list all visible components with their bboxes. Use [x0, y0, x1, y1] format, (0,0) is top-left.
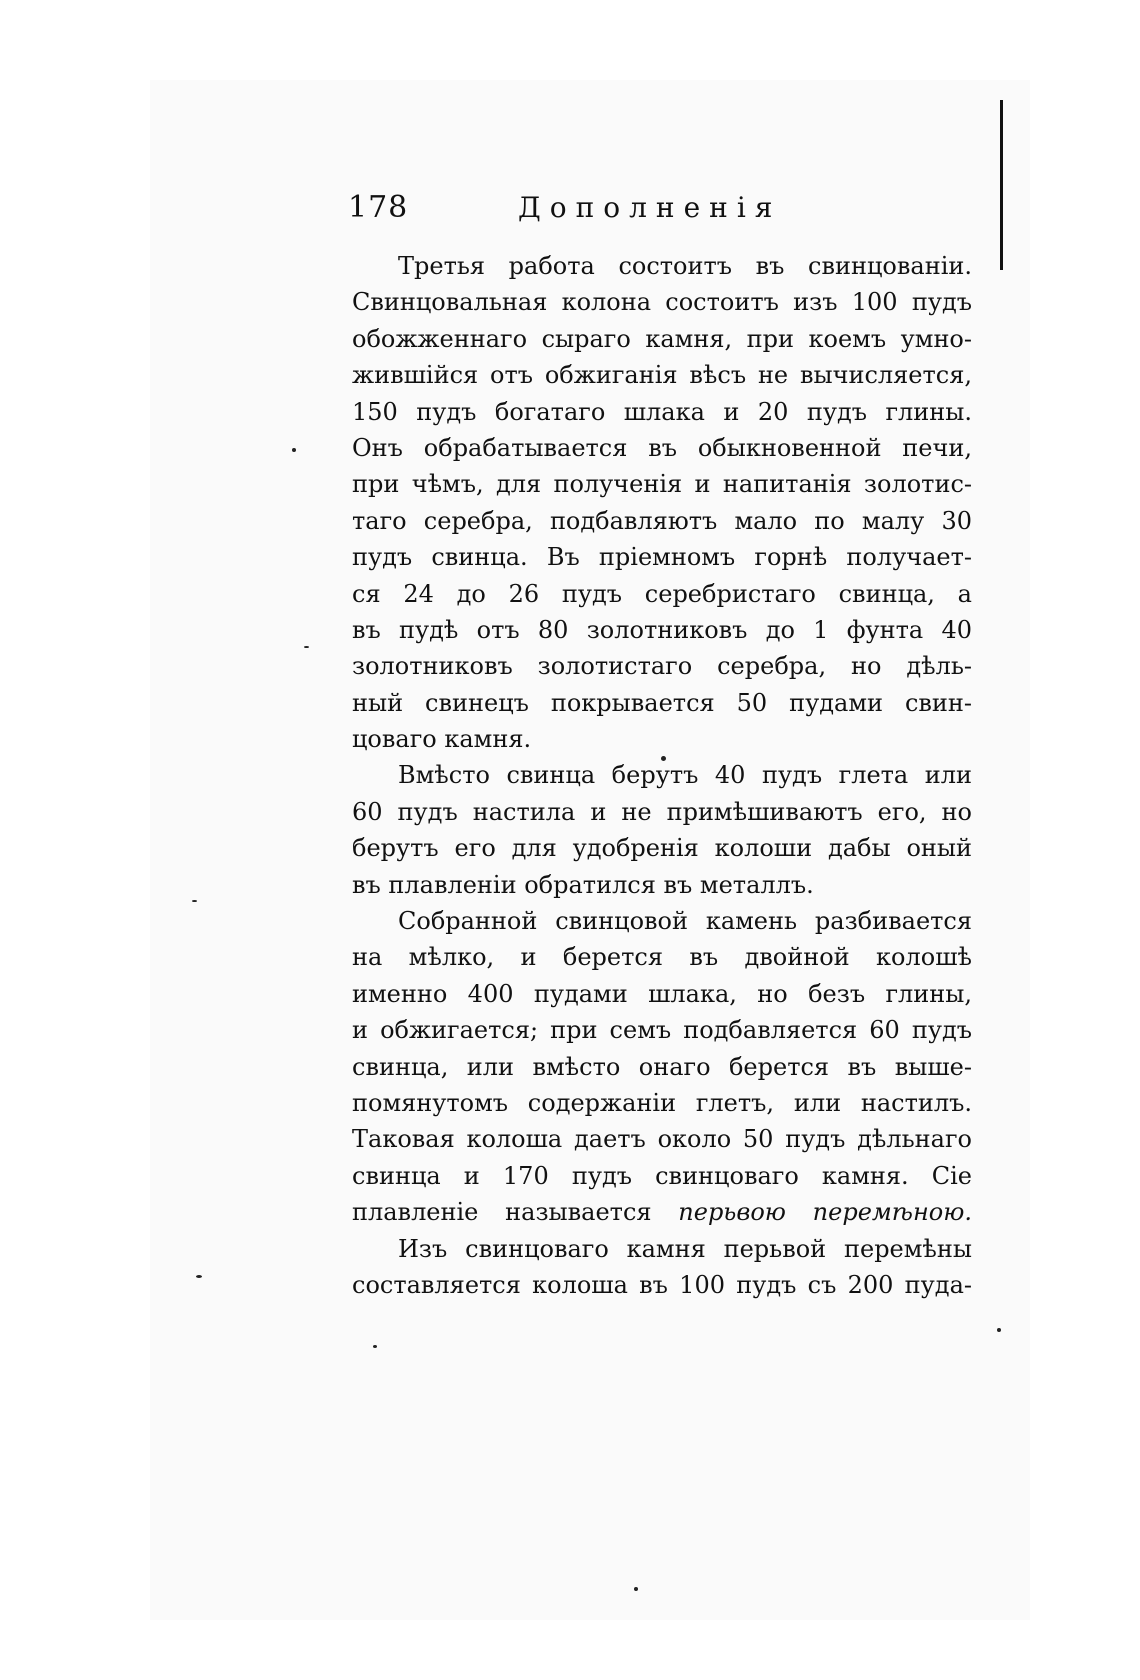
- text-line: Онъ обрабатывается въ обыкновенной печи,: [352, 433, 972, 462]
- text-line: Вмѣсто свинца берутъ 40 пудъ глета или: [398, 761, 972, 790]
- text-line: составляется колоша въ 100 пудъ съ 200 пуда-: [352, 1270, 972, 1299]
- page-number: 178: [348, 190, 409, 225]
- text-line: обожженнаго сыраго камня, при коемъ умно-: [352, 324, 972, 353]
- scan-speck: [997, 1328, 1001, 1332]
- text-line: 60 пудъ настила и не примѣшиваютъ его, но: [352, 797, 972, 826]
- text-line: въ плавленіи обратился въ металлъ.: [352, 870, 814, 899]
- scan-speck: [196, 1275, 202, 1278]
- scan-speck: [304, 646, 309, 648]
- scan-speck: [373, 1345, 377, 1348]
- text-line: въ пудѣ отъ 80 золотниковъ до 1 фунта 40: [352, 615, 972, 644]
- body-text: [352, 248, 972, 1303]
- scan-speck: [292, 448, 296, 452]
- text-line: свинца, или вмѣсто онаго берется въ выше-: [352, 1052, 972, 1081]
- text-line: золотниковъ золотистаго серебра, но дѣль-: [352, 652, 972, 681]
- text-line: Таковая колоша даетъ около 50 пудъ дѣльнаго: [352, 1125, 972, 1154]
- scan-speck: [661, 756, 666, 761]
- scan-speck: [192, 900, 197, 902]
- text-line: ный свинецъ покрывается 50 пудами свин-: [352, 688, 972, 717]
- text-line: Свинцовальная колона состоитъ изъ 100 пудъ: [352, 288, 972, 317]
- text-line: при чѣмъ, для полученія и напитанія золотис-: [352, 470, 972, 499]
- text-line: Третья работа состоитъ въ свинцованіи.: [398, 252, 972, 280]
- text-line: ся 24 до 26 пудъ серебристаго свинца, а: [352, 579, 972, 608]
- text-line: помянутомъ содержаніи глетъ, или настилъ.: [352, 1088, 972, 1117]
- text-line: [352, 1194, 972, 1230]
- text-line: цоваго камня.: [352, 725, 532, 754]
- text-line: жившійся отъ обжиганія вѣсъ не вычисляется,: [352, 361, 972, 390]
- text-line: Собранной свинцовой камень разбивается: [398, 907, 972, 936]
- running-head: [348, 186, 868, 230]
- text-line: на мѣлко, и берется въ двойной колошѣ: [352, 943, 972, 972]
- text-line: Изъ свинцоваго камня перьвой перемѣны: [398, 1234, 972, 1263]
- binding-rule: [1000, 100, 1003, 270]
- text-line-italic: перьвою перемѣною.: [678, 1198, 972, 1227]
- text-line: свинца и 170 пудъ свинцоваго камня. Сіе: [352, 1161, 972, 1190]
- running-title: Дополненія: [518, 191, 782, 224]
- text-line: именно 400 пудами шлака, но безъ глины,: [352, 979, 972, 1008]
- text-line: таго серебра, подбавляютъ мало по малу 30: [352, 506, 972, 535]
- text-line: 150 пудъ богатаго шлака и 20 пудъ глины.: [352, 397, 972, 426]
- scan-speck: [634, 1587, 638, 1591]
- text-line: пудъ свинца. Въ пріемномъ горнѣ получает-: [352, 543, 972, 572]
- text-line: берутъ его для удобренія колоши дабы оный: [352, 834, 972, 863]
- text-line-regular: плавленіе называется: [352, 1198, 679, 1227]
- text-line: и обжигается; при семъ подбавляется 60 пудъ: [352, 1016, 972, 1045]
